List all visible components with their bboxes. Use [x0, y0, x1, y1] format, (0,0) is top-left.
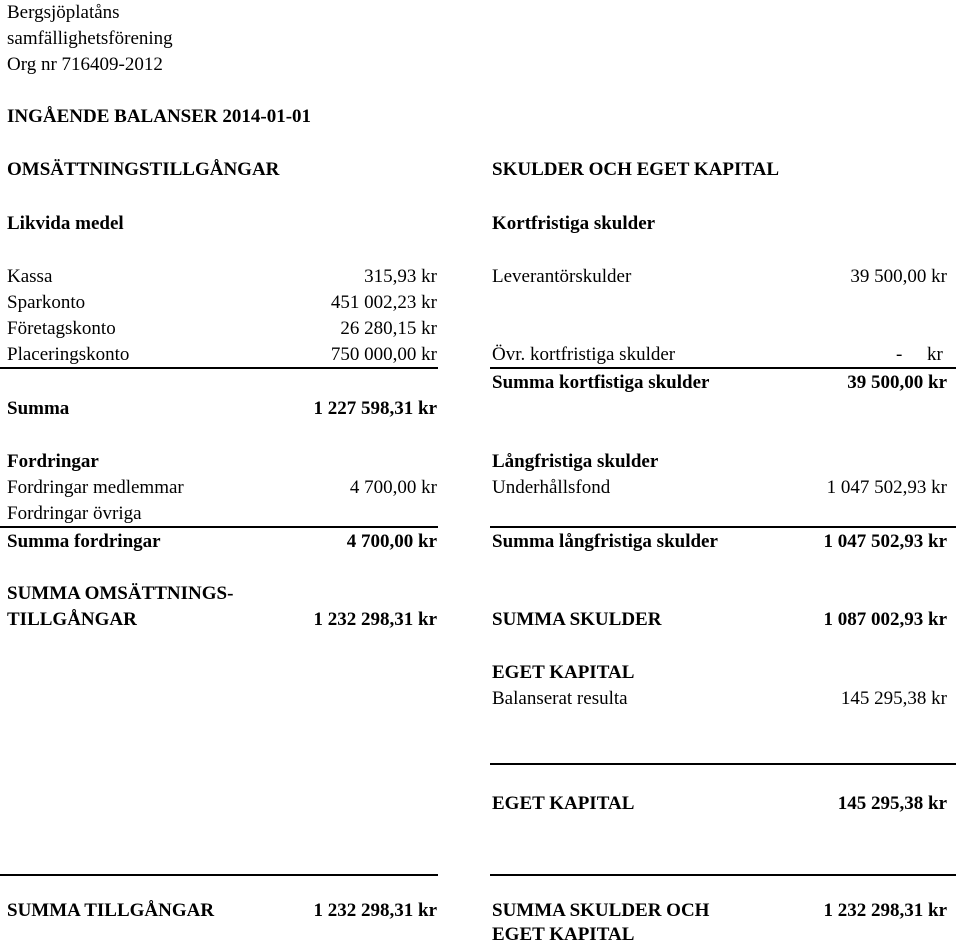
liability-row-unit: kr — [927, 344, 943, 365]
grand-liabilities-label-line1: SUMMA SKULDER OCH — [492, 900, 710, 921]
long-term-sum-value: 1 047 502,93 kr — [823, 531, 947, 552]
long-term-heading: Långfristiga skulder — [492, 451, 659, 472]
asset-row-label: Företagskonto — [7, 318, 116, 339]
grand-assets-label: SUMMA TILLGÅNGAR — [7, 900, 215, 921]
org-number: Org nr 716409-2012 — [7, 54, 163, 75]
org-name-line2: samfällighetsförening — [7, 28, 173, 49]
asset-row-value: 315,93 kr — [364, 266, 437, 287]
org-name-line1: Bergsjöplatåns — [7, 2, 120, 23]
divider — [490, 874, 956, 876]
short-term-heading: Kortfristiga skulder — [492, 213, 656, 234]
liability-row-value: 1 047 502,93 kr — [826, 477, 947, 498]
liabilities-header: SKULDER OCH EGET KAPITAL — [492, 159, 779, 180]
divider — [490, 367, 956, 369]
liabilities-total-label: SUMMA SKULDER — [492, 609, 662, 630]
assets-total-label-line2: TILLGÅNGAR — [7, 609, 137, 630]
receivables-heading: Fordringar — [7, 451, 99, 472]
asset-row-label: Sparkonto — [7, 292, 86, 313]
equity-heading: EGET KAPITAL — [492, 662, 635, 683]
divider — [490, 526, 956, 528]
liability-row-label: Övr. kortfristiga skulder — [492, 344, 676, 365]
liquid-sum-label: Summa — [7, 398, 70, 419]
liabilities-total-value: 1 087 002,93 kr — [823, 609, 947, 630]
receivables-sum-label: Summa fordringar — [7, 531, 161, 552]
receivables-sum-value: 4 700,00 kr — [346, 531, 437, 552]
short-term-sum-label: Summa kortfistiga skulder — [492, 372, 710, 393]
equity-row-label: Balanserat resulta — [492, 688, 628, 709]
assets-total-value: 1 232 298,31 kr — [313, 609, 437, 630]
asset-row-label: Fordringar medlemmar — [7, 477, 184, 498]
divider — [0, 874, 438, 876]
grand-liabilities-value: 1 232 298,31 kr — [823, 900, 947, 921]
liquid-sum-value: 1 227 598,31 kr — [313, 398, 437, 419]
liability-row-label: Leverantörskulder — [492, 266, 632, 287]
page-title: INGÅENDE BALANSER 2014-01-01 — [7, 106, 312, 127]
divider — [0, 526, 438, 528]
equity-sum-label: EGET KAPITAL — [492, 793, 635, 814]
liability-row-value: - — [896, 344, 903, 365]
grand-assets-value: 1 232 298,31 kr — [313, 900, 437, 921]
asset-row-value: 4 700,00 kr — [349, 477, 437, 498]
liability-row-value: 39 500,00 kr — [850, 266, 947, 287]
asset-row-value: 26 280,15 kr — [340, 318, 437, 339]
equity-sum-value: 145 295,38 kr — [837, 793, 947, 814]
asset-row-label: Placeringskonto — [7, 344, 130, 365]
divider — [0, 367, 438, 369]
asset-row-value: 451 002,23 kr — [330, 292, 437, 313]
assets-header: OMSÄTTNINGSTILLGÅNGAR — [7, 159, 280, 180]
short-term-sum-value: 39 500,00 kr — [847, 372, 947, 393]
liability-row-label: Underhållsfond — [492, 477, 611, 498]
long-term-sum-label: Summa långfristiga skulder — [492, 531, 718, 552]
grand-liabilities-label-line2: EGET KAPITAL — [492, 924, 635, 945]
equity-row-value: 145 295,38 kr — [840, 688, 947, 709]
assets-total-label-line1: SUMMA OMSÄTTNINGS- — [7, 583, 234, 604]
divider — [490, 763, 956, 765]
liquid-heading: Likvida medel — [7, 213, 124, 234]
asset-row-value: 750 000,00 kr — [330, 344, 437, 365]
asset-row-label: Fordringar övriga — [7, 503, 142, 524]
asset-row-label: Kassa — [7, 266, 53, 287]
